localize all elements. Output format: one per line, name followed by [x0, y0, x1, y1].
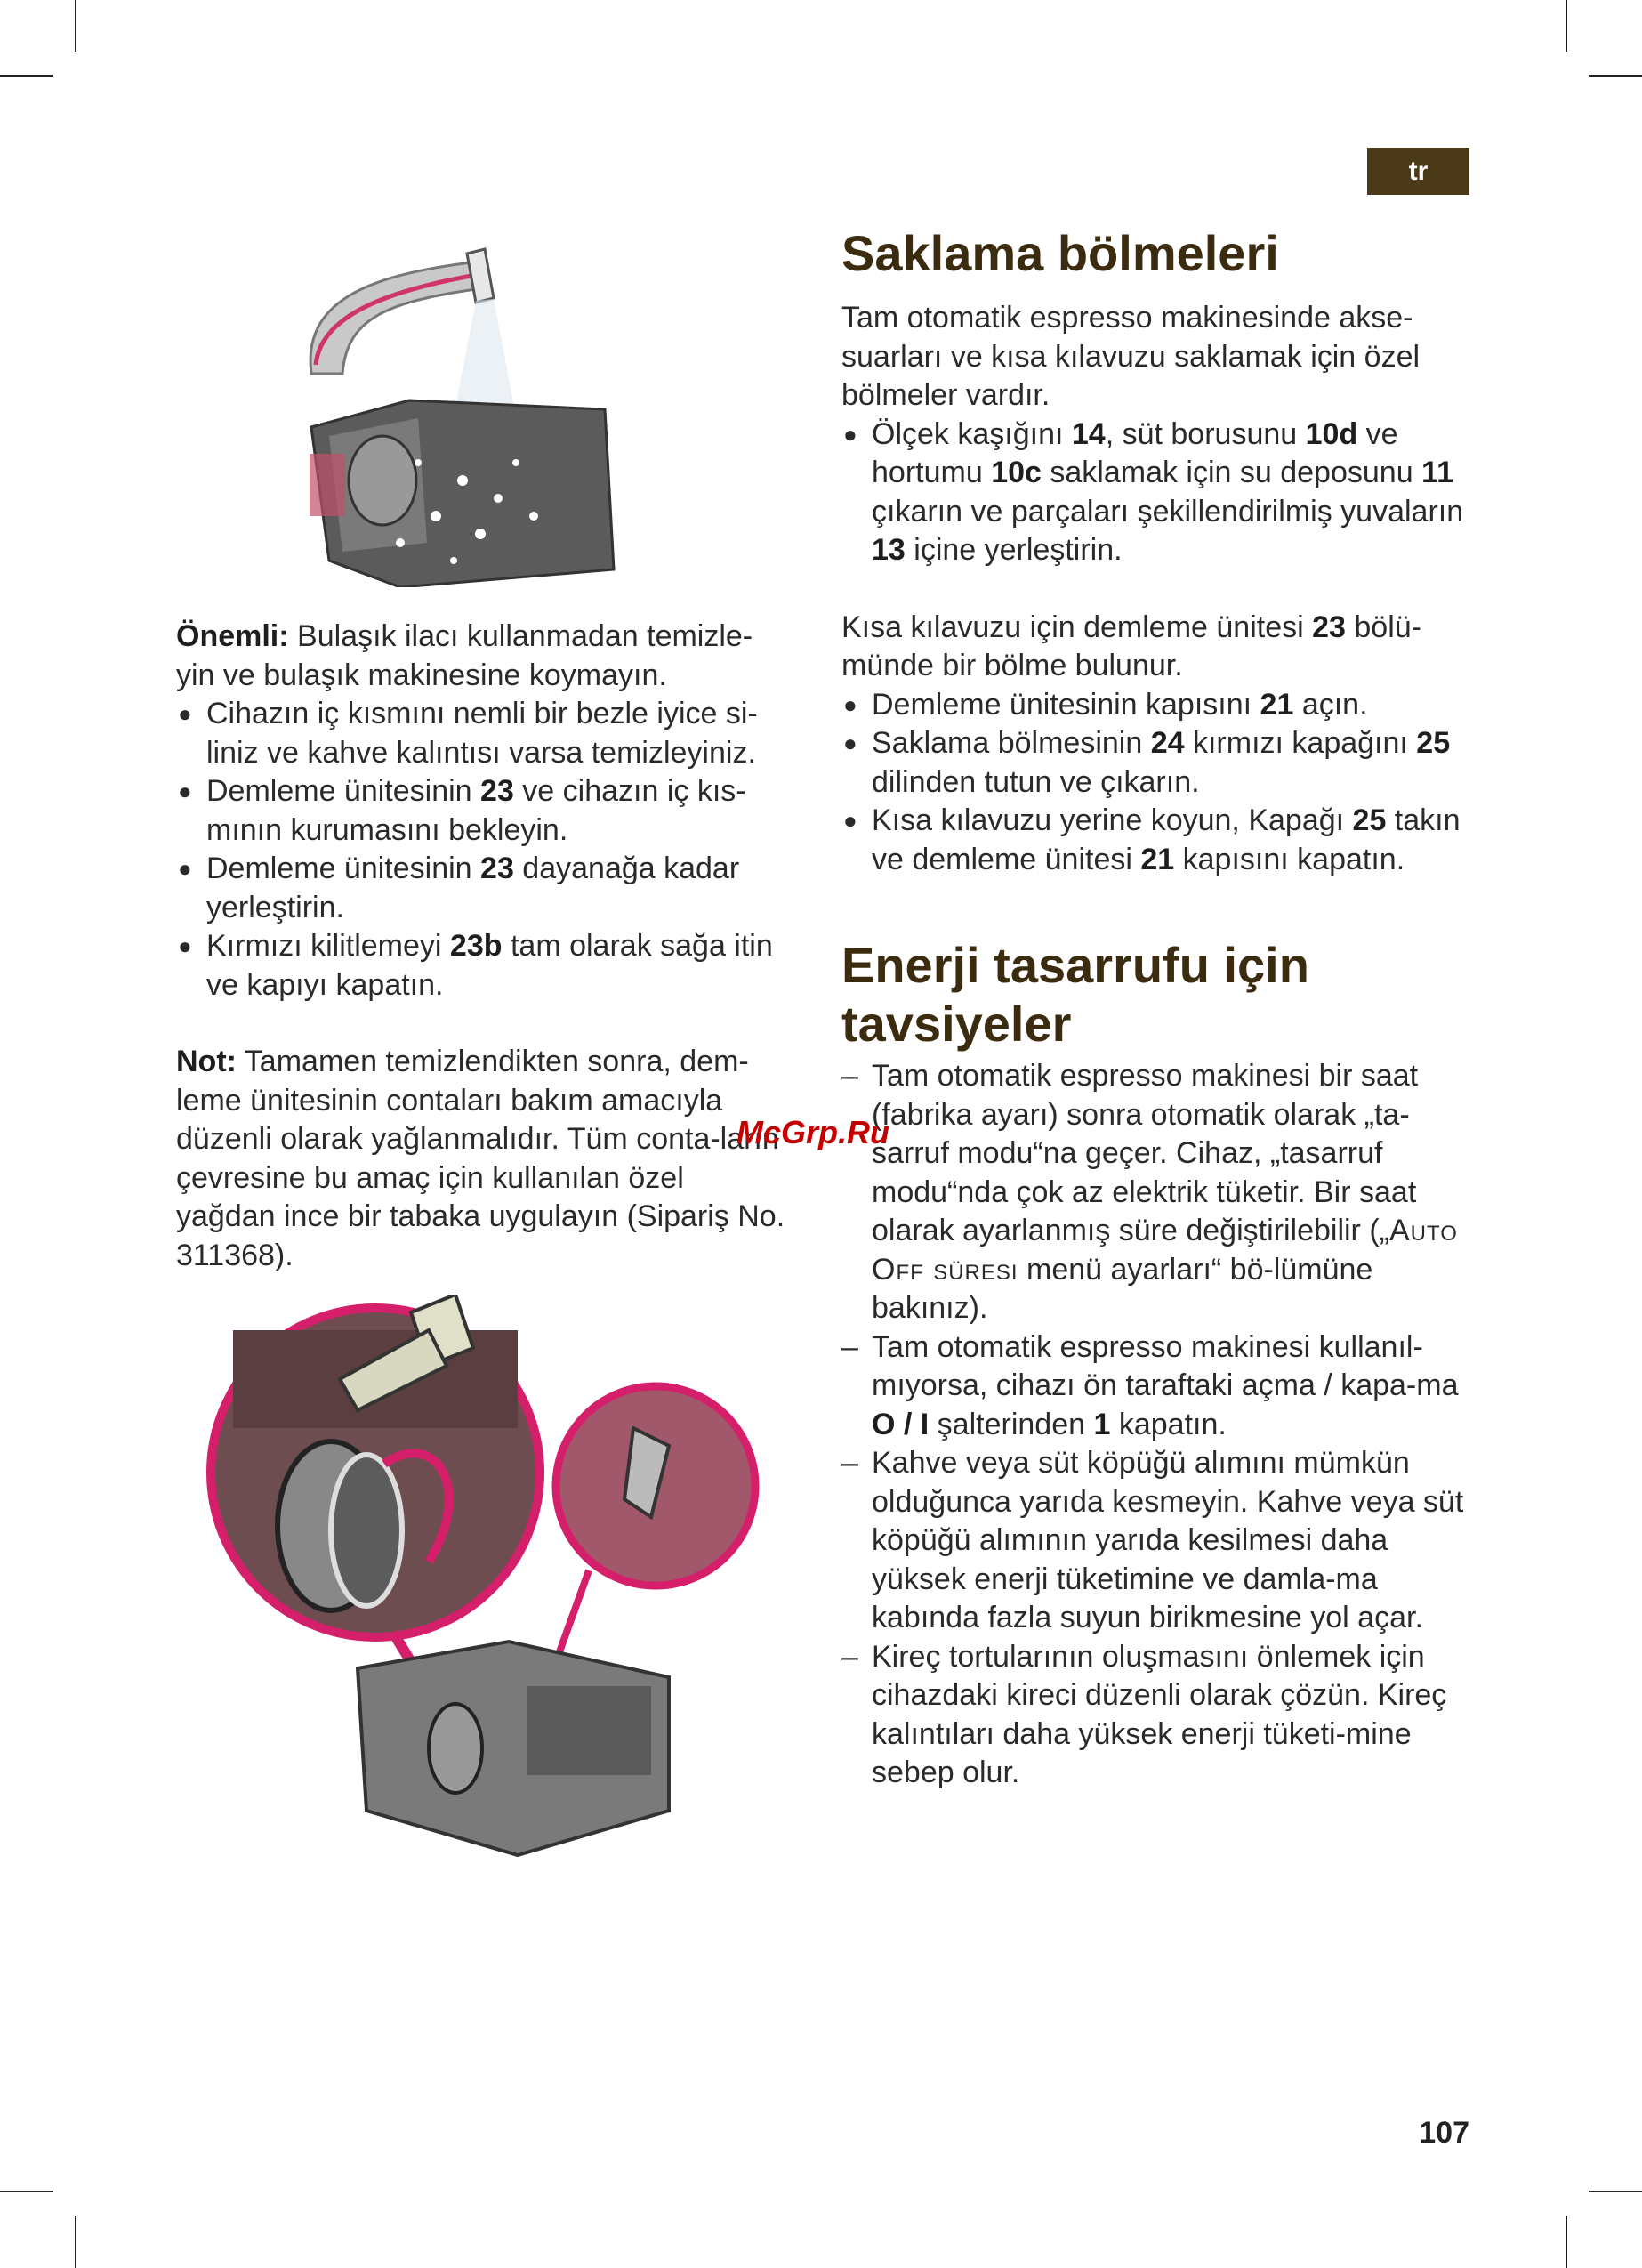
guide-intro-text: Kısa kılavuzu için demleme ünitesi: [841, 609, 1313, 644]
list-item: [841, 1444, 1469, 1638]
list-item: [841, 724, 1469, 802]
list-item-text: Tam otomatik espresso makinesi bir saat (fabrika ayarı) sonra otomatik olarak „ta-sarruf modu“na geçer. Cihaz, „tasarruf modu“nda çok az elektrik tüketir. Bir saat olarak ayarlanmış süre değiştirilebilir („: [872, 1059, 1419, 1247]
rinse-illustration: [294, 240, 623, 587]
section-title-energy: Enerji tasarrufu için tavsiyeler: [841, 937, 1309, 1052]
list-item-text: Demleme ünitesinin kapısını: [872, 687, 1260, 722]
crop-mark: [0, 2191, 53, 2192]
list-item: [176, 772, 790, 850]
part-number: 11: [1421, 456, 1453, 489]
guide-intro: [841, 609, 1469, 686]
list-item-text: kapısını kapatın.: [1174, 842, 1405, 876]
energy-tips-list: [841, 1057, 1469, 1793]
part-number: 23b: [449, 929, 503, 963]
list-item-text: Tam otomatik espresso makinesi kullanıl-mıyorsa, cihazı ön taraftaki açma / kapa-ma: [872, 1329, 1459, 1402]
list-item: [841, 1057, 1469, 1328]
list-item-text: menü ayarları“ bö-lümüne bakınız).: [872, 1252, 1373, 1325]
list-item: [176, 927, 790, 1005]
list-item-text: kapatın.: [1110, 1407, 1227, 1441]
storage-steps-list: [841, 416, 1469, 570]
list-item: [176, 695, 790, 772]
watermark: McGrp.Ru: [736, 1114, 890, 1150]
list-item-text: Ölçek kaşığını: [872, 416, 1072, 451]
section-title-storage: Saklama bölmeleri: [841, 225, 1279, 281]
list-item-text: Saklama bölmesinin: [872, 726, 1151, 760]
crop-mark: [75, 2216, 76, 2268]
part-number: 14: [1071, 416, 1106, 451]
list-item-text: çıkarın ve parçaları şekillendirilmiş yuvaların: [872, 494, 1464, 529]
guide-steps-list: [841, 686, 1469, 880]
list-item: [176, 850, 790, 927]
list-item-text: ve cihazın iç kıs-mının kurumasını bekleyin.: [206, 774, 746, 847]
crop-mark: [1566, 0, 1567, 52]
part-number: 24: [1150, 726, 1185, 760]
menu-setting-name: Auto Off süresi: [872, 1214, 1458, 1287]
important-label: Önemli:: [176, 619, 289, 653]
note-label: Not:: [176, 1045, 237, 1078]
note-text: Tamamen temizlendikten sonra, dem-leme ünitesinin contaları bakım amacıyla düzenli olarak yağlanmalıdır. Tüm conta-ların çevresine bu amaç için kullanılan özel yağdan ince bir tabaka uygulayın (Sipariş No. 311368).: [176, 1045, 785, 1272]
list-item-text: , süt borusunu: [1105, 416, 1306, 451]
switch-label: O / I: [872, 1407, 930, 1441]
part-number: 23: [480, 774, 514, 808]
important-text: Bulaşık ilacı kullanmadan temizle-yin ve bulaşık makinesine koymayın.: [176, 619, 753, 692]
list-item-text: Cihazın iç kısmını nemli bir bezle iyice si-liniz ve kahve kalıntısı varsa temizleyiniz.: [206, 697, 758, 770]
list-item: [841, 802, 1469, 879]
part-number: 10d: [1305, 416, 1358, 451]
crop-mark: [1566, 2216, 1567, 2268]
list-item-text: şalterinden: [929, 1407, 1094, 1441]
right-column: [841, 224, 1469, 1793]
list-item-text: Kırmızı kilitlemeyi: [206, 929, 450, 963]
list-item-text: kırmızı kapağını: [1184, 726, 1417, 760]
part-number: 1: [1093, 1407, 1111, 1441]
crop-mark: [0, 75, 53, 77]
storage-intro: Tam otomatik espresso makinesinde akse-suarları ve kısa kılavuzu saklamak için özel bölmeler vardır.: [841, 301, 1421, 412]
list-item-text: dayanağa kadar yerleştirin.: [206, 852, 740, 924]
page-number: 107: [1419, 2116, 1469, 2150]
list-item-text: Kahve veya süt köpüğü alımını mümkün olduğunca yarıda kesmeyin. Kahve veya süt köpüğü alımının yarıda kesilmesi daha yüksek enerji tüketimine ve damla-ma kabında fazla suyun birikmesine yol açar.: [872, 1446, 1464, 1634]
language-tab: tr: [1367, 148, 1469, 195]
cleaning-steps-list: [176, 695, 790, 1005]
list-item-text: tam olarak sağa itin ve kapıyı kapatın.: [206, 929, 773, 1002]
list-item: [841, 686, 1469, 725]
list-item: [841, 1638, 1469, 1793]
list-item: [841, 416, 1469, 570]
note-paragraph: [176, 1043, 790, 1275]
list-item-text: Demleme ünitesinin: [206, 774, 481, 808]
part-number: 25: [1352, 803, 1387, 837]
part-number: 23: [480, 852, 514, 885]
part-number: 10c: [991, 456, 1042, 489]
list-item-text: Demleme ünitesinin: [206, 852, 481, 885]
list-item-text: Kireç tortularının oluşmasını önlemek için cihazdaki kireci düzenli olarak çözün. Kireç kalıntıları daha yüksek enerji tüketi-mine sebep olur.: [872, 1639, 1447, 1789]
crop-mark: [75, 0, 76, 52]
part-number: 23: [1312, 609, 1346, 644]
list-item-text: içine yerleştirin.: [905, 533, 1123, 567]
list-item-text: saklamak için su deposunu: [1041, 456, 1422, 489]
list-item-text: takın ve demleme ünitesi: [872, 803, 1461, 876]
important-paragraph: [176, 617, 790, 695]
list-item-text: ve hortumu: [872, 416, 1398, 489]
left-column: [176, 617, 790, 1275]
guide-intro-text: bölü-münde bir bölme bulunur.: [841, 609, 1422, 682]
part-number: 25: [1416, 726, 1451, 760]
list-item-text: açın.: [1293, 687, 1368, 722]
list-item: [841, 1328, 1469, 1445]
list-item-text: Kısa kılavuzu yerine koyun, Kapağı: [872, 803, 1353, 837]
list-item-text: dilinden tutun ve çıkarın.: [872, 764, 1200, 799]
crop-mark: [1589, 75, 1642, 77]
lubrication-illustration: [206, 1295, 776, 1864]
crop-mark: [1589, 2191, 1642, 2192]
part-number: 21: [1260, 687, 1294, 722]
part-number: 13: [872, 533, 906, 567]
part-number: 21: [1140, 842, 1175, 876]
